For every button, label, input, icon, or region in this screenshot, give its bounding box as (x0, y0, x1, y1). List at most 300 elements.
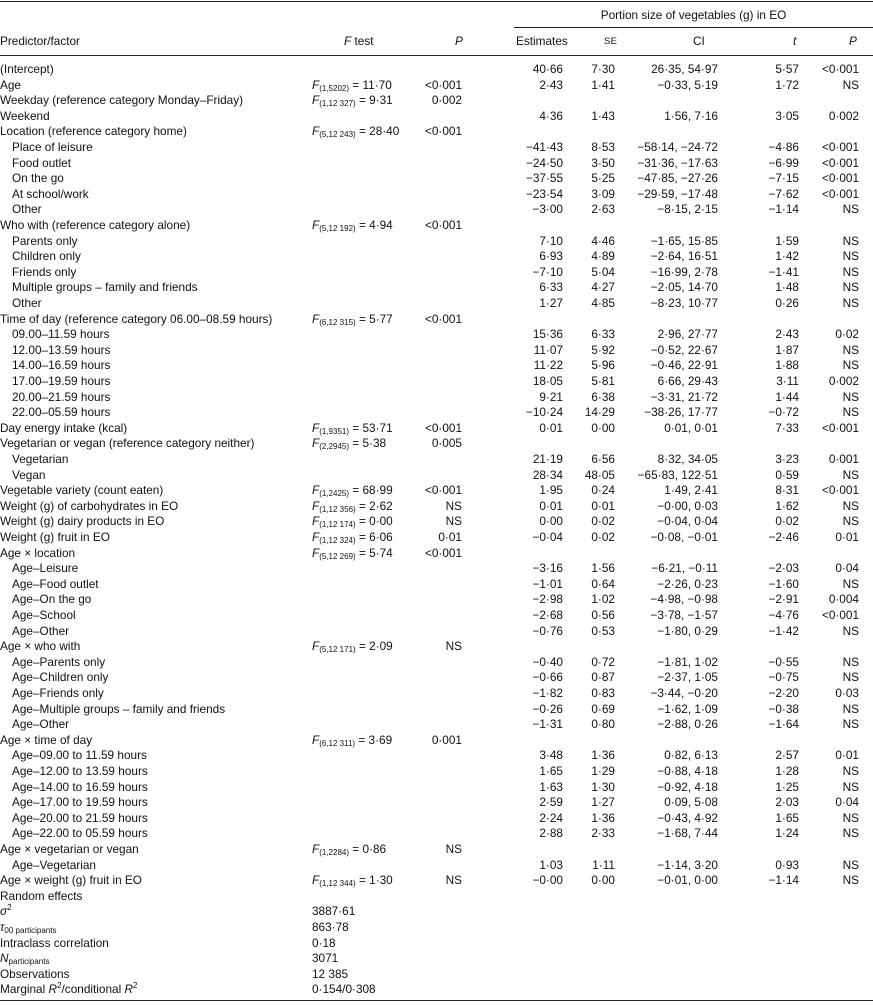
table-row (0, 514, 873, 530)
row-label: Age–17.00 to 19.59 hours (12, 795, 148, 810)
cell-ci: −1·68, 7·44 (657, 826, 718, 841)
cell-se: 0·01 (591, 498, 615, 513)
cell-est: −0·66 (532, 670, 563, 685)
table-row (0, 670, 873, 686)
cell-ci: −2·26, 0·23 (657, 576, 718, 591)
table-row (0, 858, 873, 874)
row-label: Age × vegetarian or vegan (0, 842, 139, 856)
table-row (0, 764, 873, 780)
cell-t: 1·42 (775, 249, 799, 264)
cell-pp: <0·001 (821, 483, 859, 498)
cell-t: 3·11 (776, 374, 799, 388)
cell-se: 0·02 (591, 514, 615, 529)
cell-t: 1·62 (775, 498, 799, 513)
row-label: Multiple groups – family and friends (12, 280, 198, 295)
cell-est: −1·31 (532, 717, 563, 732)
cell-pp: NS (842, 202, 859, 217)
cell-est: 2·24 (539, 810, 563, 825)
table-row (0, 374, 873, 390)
row-label: Age × time of day (0, 732, 93, 747)
cell-ci: 0·01, 0·01 (664, 420, 718, 435)
f-statistic: $F_{(6,12 311)} = 3\cdot 69$ (312, 732, 393, 748)
cell-se: 0·02 (591, 530, 615, 544)
cell-t: −1·14 (768, 873, 799, 888)
row-label: Age–Multiple groups – family and friends (12, 701, 226, 716)
cell-se: 3·09 (591, 186, 615, 201)
group-header: Portion size of vegetables (g) in EO (600, 8, 787, 22)
row-label: Age–Friends only (12, 686, 104, 700)
table-row (0, 795, 873, 811)
cell-est: −37·55 (525, 171, 563, 186)
cell-ci: 8·32, 34·05 (657, 452, 718, 466)
table-row (0, 561, 873, 577)
cell-se: 0·24 (591, 483, 615, 498)
row-label: (Intercept) (0, 62, 54, 76)
cell-t: 1·88 (775, 358, 799, 373)
cell-ci: −0·33, 5·19 (657, 77, 718, 92)
cell-t: 0·26 (775, 296, 799, 310)
cell-se: 0·53 (591, 623, 615, 638)
f-statistic: $F_{(1,12 324)} = 6\cdot 06$ (312, 530, 393, 545)
cell-pp: NS (842, 810, 859, 825)
cell-p: <0·001 (424, 545, 462, 560)
cell-t: −0·38 (768, 701, 799, 716)
cell-pp: NS (842, 280, 859, 295)
row-label: $\sigma^2$ (0, 903, 12, 919)
cell-est: −2·68 (532, 608, 563, 622)
cell-ci: −29·59, −17·48 (637, 186, 718, 201)
cell-p: <0·001 (424, 77, 462, 92)
row-value: 3071 (312, 951, 339, 966)
table-row (0, 312, 873, 328)
cell-ci: −1·65, 15·85 (650, 233, 718, 248)
table-row (0, 218, 873, 234)
cell-se: 4·85 (591, 296, 615, 310)
cell-se: 5·96 (591, 358, 615, 373)
cell-se: 0·64 (591, 576, 615, 591)
f-statistic: $F_{(5,12 171)} = 2\cdot 09$ (312, 639, 393, 655)
cell-ci: −1·62, 1·09 (657, 701, 718, 716)
cell-t: −1·41 (768, 264, 799, 279)
table-row (0, 280, 873, 296)
cell-t: −2·03 (768, 561, 799, 576)
cell-se: 14·29 (584, 405, 615, 420)
cell-pp: NS (842, 405, 859, 420)
table-row (0, 717, 873, 733)
cell-est: 1·03 (539, 857, 563, 872)
cell-ci: −58·14, −24·72 (637, 140, 718, 154)
cell-t: −6·99 (768, 155, 799, 170)
observations-row (0, 967, 873, 983)
f-statistic: $F_{(5,12 192)} = 4\cdot 94$ (312, 218, 393, 233)
cell-ci: −0·00, 0·03 (657, 498, 718, 513)
table-row (0, 234, 873, 250)
cell-pp: NS (842, 623, 859, 638)
cell-est: −0·40 (532, 654, 563, 669)
row-label: Place of leisure (12, 140, 93, 154)
cell-ci: −3·78, −1·57 (650, 608, 718, 622)
cell-est: −0·76 (532, 623, 563, 638)
row-label: Vegetable variety (count eaten) (0, 483, 164, 498)
cell-ci: 0·82, 6·13 (664, 748, 718, 763)
cell-pp: 0·001 (828, 452, 859, 466)
cell-se: 6·33 (591, 327, 615, 342)
f-statistic: $F_{(5,12 243)} = 28\cdot 40$ (312, 124, 400, 140)
cell-est: −1·01 (532, 576, 563, 591)
cell-t: 7·33 (775, 420, 799, 435)
cell-pp: 0·03 (835, 686, 859, 700)
cell-pp: NS (842, 358, 859, 373)
cell-pp: NS (842, 233, 859, 248)
col-header-p2: P (849, 34, 857, 48)
cell-ci: −8·15, 2·15 (657, 202, 718, 217)
col-header-se: SE (604, 36, 618, 47)
sigma-row (0, 904, 873, 920)
row-label: 22.00–05.59 hours (12, 405, 111, 420)
cell-pp: <0·001 (821, 420, 859, 435)
cell-t: −2·20 (768, 686, 799, 700)
cell-se: 4·46 (591, 233, 615, 248)
table-row (0, 624, 873, 640)
cell-est: 2·59 (539, 795, 563, 810)
cell-pp: 0·002 (828, 108, 859, 123)
table-row (0, 390, 873, 406)
cell-est: −24·50 (525, 155, 563, 170)
cell-p: 0·005 (431, 436, 462, 451)
cell-est: 2·43 (539, 77, 563, 92)
row-label: $N_{participants}$ (0, 951, 50, 967)
table-row (0, 546, 873, 562)
cell-se: 5·81 (591, 374, 615, 388)
row-label: Age–School (12, 608, 76, 622)
row-value: 0·18 (312, 935, 336, 950)
cell-p: NS (445, 842, 462, 856)
table-row (0, 124, 873, 140)
cell-t: 0·02 (775, 514, 799, 529)
table-row (0, 639, 873, 655)
cell-t: −1·60 (768, 576, 799, 591)
row-label: 20.00–21.59 hours (12, 389, 111, 404)
table-row (0, 327, 873, 343)
row-label: 12.00–13.59 hours (12, 342, 111, 357)
row-label: Vegetarian or vegan (reference category neither) (0, 436, 255, 451)
cell-est: 18·05 (532, 374, 563, 388)
cell-t: 0·93 (775, 857, 799, 872)
cell-ci: −38·26, 17·77 (644, 405, 718, 420)
cell-ci: 1·56, 7·16 (664, 108, 718, 123)
cell-se: 0·69 (591, 701, 615, 716)
table-row (0, 499, 873, 515)
cell-se: 6·56 (591, 452, 615, 466)
cell-ci: −16·99, 2·78 (650, 264, 718, 279)
row-label: Age–On the go (12, 592, 92, 607)
cell-ci: −0·88, 4·18 (657, 764, 718, 778)
row-label: Age–Other (12, 717, 70, 732)
f-statistic: $F_{(6,12 315)} = 5\cdot 77$ (312, 311, 393, 327)
cell-se: 2·33 (591, 826, 615, 841)
cell-ci: −6·21, −0·11 (651, 561, 718, 576)
row-label: 09.00–11.59 hours (12, 327, 110, 342)
row-label: Age × location (0, 545, 76, 560)
row-label: Parents only (12, 233, 78, 248)
cell-t: −0·75 (768, 670, 799, 685)
cell-est: −3·00 (532, 202, 563, 217)
row-label: Age–20.00 to 21.59 hours (12, 810, 148, 825)
cell-est: 1·95 (539, 483, 563, 498)
table-row (0, 436, 873, 452)
cell-se: 7·30 (591, 62, 615, 76)
cell-est: −7·10 (532, 264, 563, 279)
row-label: Friends only (12, 264, 77, 279)
row-label: Location (reference category home) (0, 124, 187, 139)
cell-pp: NS (842, 342, 859, 357)
cell-pp: NS (842, 77, 859, 92)
cell-pp: NS (842, 514, 859, 529)
cell-se: 0·87 (591, 670, 615, 685)
cell-pp: 0·01 (835, 530, 859, 544)
cell-t: 2·03 (775, 795, 799, 810)
cell-est: 28·34 (532, 467, 563, 482)
table-row (0, 62, 873, 78)
table-row (0, 93, 873, 109)
cell-t: 1·48 (775, 280, 799, 295)
table-row (0, 140, 873, 156)
table-row (0, 826, 873, 842)
cell-est: 40·66 (532, 62, 563, 76)
cell-est: 11·07 (533, 342, 563, 357)
row-value: 3887·61 (312, 904, 356, 919)
cell-p: NS (445, 639, 462, 654)
table-row (0, 452, 873, 468)
row-label: 17.00–19.59 hours (12, 374, 111, 388)
cell-t: 1·87 (775, 342, 799, 357)
row-label: Observations (0, 966, 70, 981)
cell-est: 1·65 (539, 764, 563, 778)
row-label: Weight (g) dairy products in EO (0, 514, 165, 529)
cell-ci: −2·37, 1·05 (657, 670, 718, 685)
cell-pp: NS (842, 264, 859, 279)
cell-pp: NS (842, 764, 859, 778)
table-row (0, 343, 873, 359)
cell-pp: NS (842, 826, 859, 841)
cell-pp: NS (842, 670, 859, 685)
cell-pp: 0·02 (835, 327, 859, 342)
tau-row (0, 920, 873, 936)
cell-est: 0·01 (539, 498, 563, 513)
cell-ci: −3·44, −0·20 (650, 686, 718, 700)
row-label: Weekend (0, 108, 50, 123)
cell-t: −7·62 (768, 186, 799, 201)
cell-ci: −0·92, 4·18 (657, 779, 718, 794)
cell-t: −1·64 (768, 717, 799, 732)
cell-pp: 0·01 (835, 748, 859, 763)
row-label: Age–Vegetarian (12, 857, 96, 872)
cell-se: 3·50 (591, 155, 615, 170)
cell-pp: 0·04 (835, 561, 859, 576)
table-row (0, 358, 873, 374)
row-label: Who with (reference category alone) (0, 218, 191, 232)
cell-ci: −47·85, −27·26 (637, 171, 718, 186)
cell-se: 1·27 (591, 795, 615, 810)
ftest-rest: test (351, 34, 374, 48)
table-row (0, 468, 873, 484)
cell-pp: <0·001 (821, 140, 859, 154)
cell-est: 1·63 (539, 779, 563, 794)
cell-pp: 0·002 (828, 374, 859, 388)
cell-p: 0·002 (431, 93, 462, 108)
row-label: Age–12.00 to 13.59 hours (12, 764, 148, 778)
bottom-rule (0, 1000, 873, 1001)
row-label: Vegan (12, 467, 46, 482)
cell-t: 1·59 (775, 233, 799, 248)
cell-pp: <0·001 (821, 608, 859, 622)
cell-se: 4·27 (591, 280, 615, 295)
row-label: Age–Parents only (12, 654, 106, 669)
cell-se: 5·25 (591, 171, 615, 186)
cell-est: −0·04 (532, 530, 563, 544)
cell-se: 0·00 (591, 420, 615, 435)
cell-ci: 2·96, 27·77 (657, 327, 718, 342)
cell-est: 0·00 (539, 514, 563, 529)
cell-p: <0·001 (424, 311, 462, 326)
cell-ci: −1·14, 3·20 (657, 857, 718, 872)
col-header-t: t (793, 34, 797, 48)
table-row (0, 702, 873, 718)
cell-t: 1·72 (775, 77, 799, 92)
cell-ci: −2·88, 0·26 (657, 717, 718, 732)
table-row (0, 686, 873, 702)
cell-se: 0·00 (591, 873, 615, 888)
cell-se: 6·38 (591, 389, 615, 404)
table-row (0, 592, 873, 608)
table-row (0, 421, 873, 437)
cell-p: NS (445, 514, 462, 529)
table-row (0, 109, 873, 125)
ftest-letter: F (344, 34, 352, 48)
cell-t: 1·65 (775, 810, 799, 825)
cell-est: −10·24 (525, 405, 563, 420)
cell-se: 0·56 (591, 608, 615, 622)
r2-row (0, 982, 873, 998)
row-value: 863·78 (312, 920, 349, 934)
cell-est: 0·01 (539, 420, 563, 435)
cell-ci: 0·09, 5·08 (664, 795, 718, 810)
row-label: Vegetarian (12, 452, 69, 466)
cell-est: 1·27 (539, 296, 563, 310)
cell-t: 3·23 (775, 452, 799, 466)
row-value: 12 385 (312, 966, 349, 981)
cell-p: <0·001 (424, 218, 462, 232)
cell-p: <0·001 (424, 420, 462, 435)
cell-est: −23·54 (525, 186, 563, 201)
row-label: Age–14.00 to 16.59 hours (12, 779, 148, 794)
cell-t: −1·14 (768, 202, 799, 217)
cell-t: 5·57 (775, 62, 799, 76)
cell-est: 3·48 (539, 748, 563, 763)
cell-se: 5·04 (591, 264, 615, 279)
f-statistic: $F_{(1,5202)} = 11\cdot 70$ (312, 77, 392, 93)
cell-ci: −2·64, 16·51 (650, 249, 718, 264)
cell-pp: NS (842, 654, 859, 669)
col-header-estimates: Estimates (516, 34, 568, 48)
col-header-p: P (455, 34, 463, 48)
cell-pp: NS (842, 779, 859, 794)
cell-t: 1·24 (775, 826, 799, 841)
cell-pp: NS (842, 873, 859, 888)
cell-ci: −1·80, 0·29 (657, 623, 718, 638)
cell-t: 1·25 (775, 779, 799, 794)
row-label: Age–Food outlet (12, 576, 99, 591)
cell-ci: −0·46, 22·91 (650, 358, 718, 373)
cell-se: 8·53 (591, 140, 615, 154)
cell-pp: NS (842, 467, 859, 482)
table-row (0, 405, 873, 421)
cell-t: −0·72 (768, 405, 799, 420)
cell-pp: 0·004 (828, 592, 859, 607)
cell-est: −2·98 (532, 592, 563, 607)
cell-se: 1·30 (591, 779, 615, 794)
table-row (0, 530, 873, 546)
cell-se: 1·11 (592, 857, 615, 872)
cell-ci: −0·01, 0·00 (657, 873, 718, 888)
cell-ci: −4·98, −0·98 (650, 592, 718, 607)
table-row (0, 748, 873, 764)
table-row (0, 296, 873, 312)
row-label: $\tau_{00 participants}$ (0, 920, 57, 935)
cell-se: 1·02 (591, 592, 615, 607)
f-statistic: $F_{(2,2945)} = 5\cdot 38$ (312, 436, 387, 452)
top-rule (0, 1, 873, 2)
table-row (0, 171, 873, 187)
col-header-predictor: Predictor/factor (0, 34, 80, 48)
cell-est: 9·21 (539, 389, 563, 404)
row-label: Other (12, 296, 42, 310)
cell-est: 6·33 (539, 280, 563, 295)
cell-est: 11·22 (533, 358, 563, 373)
cell-se: 1·56 (591, 561, 615, 576)
row-label: Other (12, 202, 42, 217)
cell-t: 3·05 (775, 108, 799, 123)
f-statistic: $F_{(1,12 356)} = 2\cdot 62$ (312, 498, 393, 514)
cell-est: 15·36 (532, 327, 563, 342)
f-statistic: $F_{(1,2284)} = 0\cdot 86$ (312, 842, 387, 857)
cell-pp: <0·001 (821, 62, 859, 76)
cell-p: <0·001 (424, 124, 462, 139)
row-label: Weight (g) of carbohydrates in EO (0, 498, 179, 513)
cell-ci: −1·81, 1·02 (657, 654, 718, 669)
cell-est: 2·88 (539, 826, 563, 841)
row-label: Age × who with (0, 639, 81, 654)
cell-pp: NS (842, 498, 859, 513)
cell-t: −4·76 (768, 608, 799, 622)
col-header-ftest (344, 34, 374, 48)
cell-est: −3·16 (532, 561, 563, 576)
f-statistic: $F_{(1,2425)} = 68\cdot 99$ (312, 483, 393, 499)
table-row (0, 780, 873, 796)
table-row (0, 265, 873, 281)
table-row (0, 187, 873, 203)
table-row (0, 249, 873, 265)
row-label: 14.00–16.59 hours (12, 358, 111, 373)
cell-ci: −2·05, 14·70 (650, 280, 718, 295)
col-header-ci: CI (693, 34, 705, 48)
cell-ci: −3·31, 21·72 (650, 389, 718, 404)
cell-pp: <0·001 (821, 155, 859, 170)
cell-pp: NS (842, 701, 859, 716)
cell-t: 8·31 (775, 483, 799, 498)
row-label: Age–22.00 to 05.59 hours (12, 826, 148, 841)
cell-ci: 6·66, 29·43 (657, 374, 718, 388)
